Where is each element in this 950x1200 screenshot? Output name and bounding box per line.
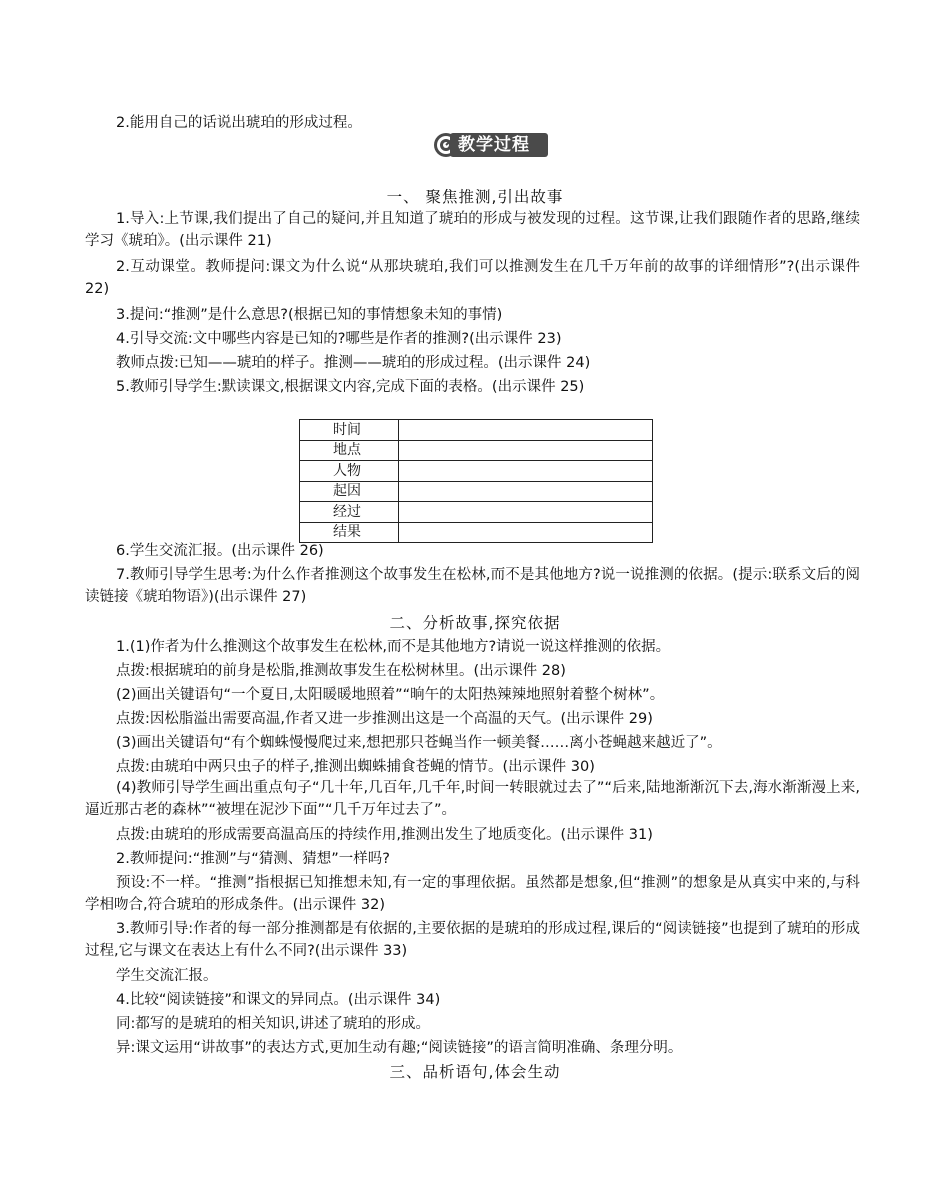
table-label: 结果: [300, 522, 399, 543]
table-label: 时间: [300, 420, 399, 441]
paragraph: 教师点拨:已知——琥珀的样子。推测——琥珀的形成过程。(出示课件 24): [116, 355, 591, 371]
paragraph: 点拨:根据琥珀的前身是松脂,推测故事发生在松树林里。(出示课件 28): [116, 663, 566, 679]
table-label: 人物: [300, 461, 399, 482]
paragraph: 2.互动课堂。教师提问:课文为什么说“从那块琥珀,我们可以推测发生在几千万年前的故事的详细情形”?(出示课件 22): [85, 259, 860, 297]
objective-line: 2.能用自己的话说出琥珀的形成过程。: [116, 115, 362, 131]
section-banner: [432, 130, 550, 160]
paragraph: (3)画出关键语句“有个蜘蛛慢慢爬过来,想把那只苍蝇当作一顿美餐……离小苍蝇越来越近了”。: [116, 735, 722, 751]
table-blank-cell: [399, 502, 653, 523]
section-heading-2: 二、分析故事,探究依据: [389, 614, 561, 632]
paragraph: (2)画出关键语句“一个夏日,太阳暖暖地照着”“晌午的太阳热辣辣地照射着整个树林”。: [116, 687, 665, 703]
banner-title: 教学过程: [458, 135, 530, 155]
table-label: 地点: [300, 440, 399, 461]
table-row: [300, 522, 653, 543]
paragraph: 4.引导交流:文中哪些内容是已知的?哪些是作者的推测?(出示课件 23): [116, 331, 562, 347]
paragraph: 同:都写的是琥珀的相关知识,讲述了琥珀的形成。: [116, 1016, 430, 1032]
table-blank-cell: [399, 522, 653, 543]
table-row: [300, 481, 653, 502]
section-heading-3: 三、品析语句,体会生动: [389, 1063, 561, 1081]
table-blank-cell: [399, 481, 653, 502]
paragraph: 6.学生交流汇报。(出示课件 26): [116, 543, 324, 559]
paragraph: 学生交流汇报。: [116, 968, 218, 984]
paragraph: 1.导入:上节课,我们提出了自己的疑问,并且知道了琥珀的形成与被发现的过程。这节课,让我们跟随作者的思路,继续学习《琥珀》。(出示课件 21): [85, 211, 860, 249]
paragraph: 异:课文运用“讲故事”的表达方式,更加生动有趣;“阅读链接”的语言简明准确、条理分明。: [116, 1040, 683, 1056]
paragraph: 点拨:因松脂溢出需要高温,作者又进一步推测出这是一个高温的天气。(出示课件 29): [116, 711, 653, 727]
paragraph: 2.教师提问:“推测”与“猜测、猜想”一样吗?: [116, 851, 390, 867]
paragraph: 3.教师引导:作者的每一部分推测都是有依据的,主要依据的是琥珀的形成过程,课后的“阅读链接”也提到了琥珀的形成过程,它与课文在表达上有什么不同?(出示课件 33): [85, 921, 860, 959]
table-row: [300, 420, 653, 441]
table-row: [300, 461, 653, 482]
paragraph: 预设:不一样。“推测”指根据已知推想未知,有一定的事理依据。虽然都是想象,但“推测”的想象是从真实中来的,与科学相吻合,符合琥珀的形成条件。(出示课件 32): [85, 875, 860, 913]
paragraph: (4)教师引导学生画出重点句子“几十年,几百年,几千年,时间一转眼就过去了”“后来,陆地渐渐沉下去,海水渐渐漫上来,逼近那古老的森林”“被埋在泥沙下面”“几千万年过去了”。: [85, 780, 860, 818]
paragraph: 点拨:由琥珀中两只虫子的样子,推测出蜘蛛捕食苍蝇的情节。(出示课件 30): [116, 759, 595, 775]
paragraph: 点拨:由琥珀的形成需要高温高压的持续作用,推测出发生了地质变化。(出示课件 31): [116, 827, 653, 843]
paragraph: 5.教师引导学生:默读课文,根据课文内容,完成下面的表格。(出示课件 25): [116, 379, 585, 395]
table-row: [300, 440, 653, 461]
table-label: 经过: [300, 502, 399, 523]
paragraph: 1.(1)作者为什么推测这个故事发生在松林,而不是其他地方?请说一说这样推测的依据。: [116, 639, 671, 655]
table-blank-cell: [399, 420, 653, 441]
section-heading-1: 一、 聚焦推测,引出故事: [386, 188, 564, 206]
paragraph: 7.教师引导学生思考:为什么作者推测这个故事发生在松林,而不是其他地方?说一说推测的依据。(提示:联系文后的阅读链接《琥珀物语》)(出示课件 27): [85, 567, 860, 605]
table-blank-cell: [399, 461, 653, 482]
table-label: 起因: [300, 481, 399, 502]
table-row: [300, 502, 653, 523]
paragraph: 4.比较“阅读链接”和课文的异同点。(出示课件 34): [116, 992, 441, 1008]
story-elements-table: [299, 419, 653, 543]
paragraph: 3.提问:“推测”是什么意思?(根据已知的事情想象未知的事情): [116, 307, 503, 323]
table-blank-cell: [399, 440, 653, 461]
